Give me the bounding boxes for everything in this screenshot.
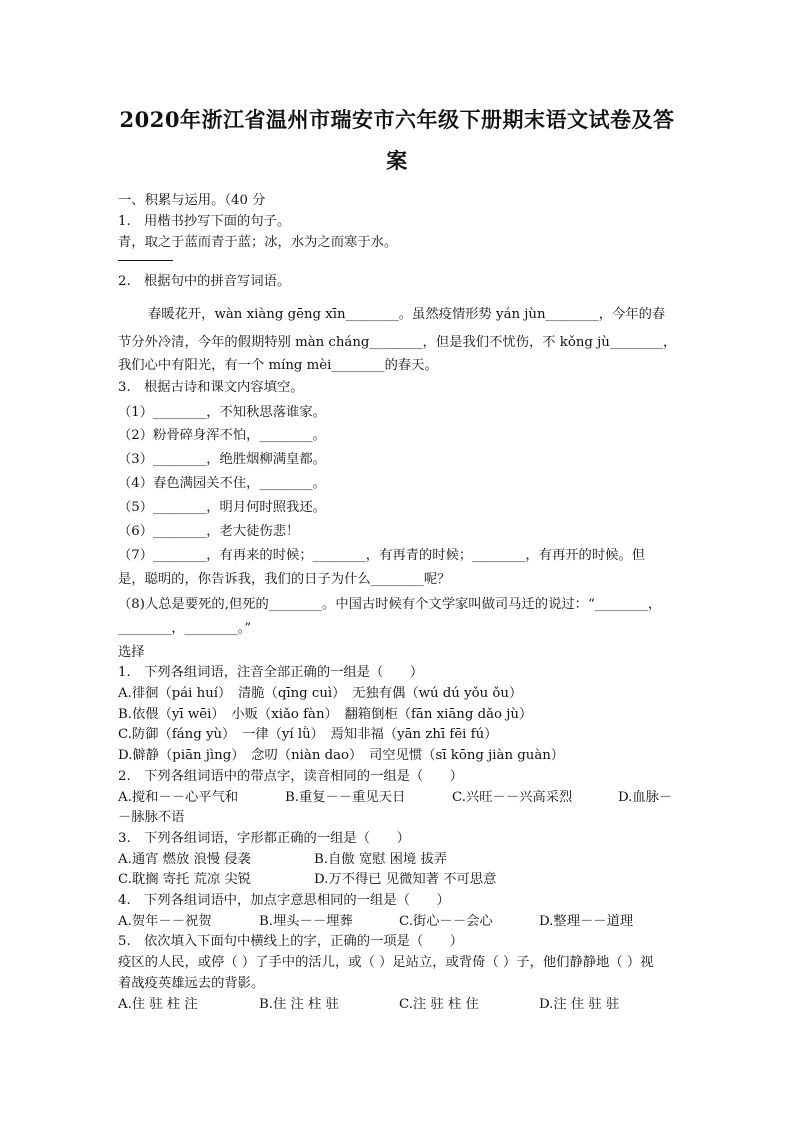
q3-item: （7）________，有再来的时候；________，有再青的时候；________，有再开的时候。但: [118, 548, 646, 563]
choice-option: A.贺年－－祝贺: [118, 914, 212, 929]
choice-q2-prompt: 2. 下列各组词语中的带点字，读音相同的一组是（ ）: [118, 769, 464, 784]
choice-option: B.依偎（yī wēi） 小贩（xiǎo fàn） 翻箱倒柜（fān xiāng dǎo jù）: [118, 707, 533, 722]
q3-prompt: 3. 根据古诗和课文内容填空。: [118, 380, 304, 395]
choice-option: A.通宵 燃放 浪慢 侵袭: [118, 852, 251, 867]
choice-option: D.整理－－道理: [539, 914, 634, 929]
choice-option: A.搅和－－心平气和: [118, 790, 239, 805]
choice-q5-line1: 疫区的人民，或停（ ）了手中的活儿，或（ ）足站立，或背倚（ ）子，他们静静地（ ）视: [118, 955, 654, 970]
q1-prompt: 1. 用楷书抄写下面的句子。: [118, 214, 291, 229]
choice-option: D.万不得已 见微知著 不可思意: [314, 872, 497, 887]
q3-item: （1）________，不知秋思落谁家。: [118, 405, 326, 420]
section1-heading: 一、积累与运用。（40 分: [118, 193, 266, 208]
choice-q4-prompt: 4. 下列各组词语中，加点字意思相同的一组是（ ）: [118, 893, 450, 908]
q3-item: ________，________。”: [118, 621, 252, 636]
choice-option: C.防御（fáng yù） 一律（yí lǜ） 焉知非福（yān zhī fēi fú）: [118, 727, 498, 742]
choice-q3-prompt: 3. 下列各组词语，字形都正确的一组是（ ）: [118, 831, 410, 846]
q2-line3: 我们心中有阳光，有一个 míng mèi________的春天。: [118, 358, 438, 373]
q3-item: 是，聪明的，你告诉我，我们的日子为什么________呢？: [118, 572, 451, 587]
choice-heading: 选择: [118, 645, 145, 660]
choice-option: A.徘徊（pái huí） 清脆（qīng cuì） 无独有偶（wú dú yǒu ǒu）: [118, 686, 523, 701]
choice-q5-line2: 着战疫英雄远去的背影。: [118, 976, 265, 991]
q3-item: （6）________，老大徒伤悲！: [118, 524, 300, 539]
choice-option: C.耽搁 寄托 荒凉 尖锐: [118, 872, 251, 887]
choice-option: B.自傲 宽慰 困境 拔弄: [314, 852, 448, 867]
choice-option: D.注 住 驻 驻: [539, 997, 620, 1012]
q3-item: （5）________，明月何时照我还。: [118, 500, 326, 515]
choice-option: C.街心－－会心: [399, 914, 493, 929]
document-title-line1: 2020年浙江省温州市瑞安市六年级下册期末语文试卷及答: [119, 107, 675, 132]
choice-option: D.僻静（piān jìng） 念叨（niàn dao） 司空见惯（sī kōng jiàn guàn）: [118, 748, 565, 763]
q2-line2: 节分外冷清，今年的假期特别 màn cháng________，但是我们不忧伤，不 kǒng jù________，: [118, 335, 677, 350]
choice-option: C.注 驻 柱 住: [399, 997, 479, 1012]
q3-item: （4）春色满园关不住，________。: [118, 476, 326, 491]
choice-option: A.住 驻 柱 注: [118, 997, 198, 1012]
document-title-line2: 案: [386, 148, 408, 173]
choice-q1-prompt: 1. 下列各组词语，注音全部正确的一组是（ ）: [118, 665, 424, 680]
choice-option: D.血脉－: [618, 790, 673, 805]
q1-answer-line: [118, 260, 173, 261]
q3-item: （8)人总是要死的,但死的________。中国古时候有个文学家叫做司马迁的说过：“________，: [118, 597, 662, 612]
q3-item: （2）粉骨碎身浑不怕，________。: [118, 428, 326, 443]
q1-sentence: 青，取之于蓝而青于蓝；冰，水为之而寒于水。: [118, 235, 398, 250]
choice-q5-prompt: 5. 依次填入下面句中横线上的字，正确的一项是（ ）: [118, 934, 464, 949]
q2-prompt: 2. 根据句中的拼音写词语。: [118, 274, 291, 289]
choice-option: B.重复－－重见天日: [285, 790, 406, 805]
choice-option: B.埋头－－埋葬: [259, 914, 353, 929]
q3-item: （3）________，绝胜烟柳满皇都。: [118, 452, 326, 467]
choice-option: B.住 注 柱 驻: [259, 997, 339, 1012]
choice-option: C.兴旺－－兴高采烈: [452, 790, 573, 805]
choice-q2-continued: －脉脉不语: [118, 810, 185, 825]
q2-line1: 春暖花开，wàn xiàng gēng xīn________。虽然疫情形势 yán jùn________，今年的春: [148, 307, 666, 322]
